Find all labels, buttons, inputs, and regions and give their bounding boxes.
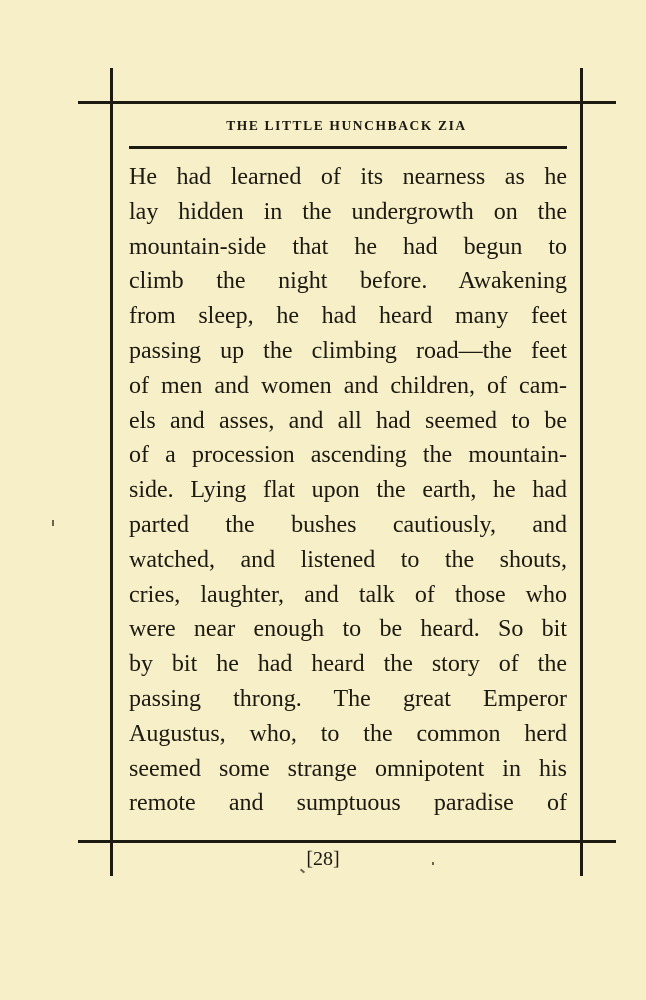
running-title: THE LITTLE HUNCHBACK ZIA	[226, 118, 467, 133]
text-line: mountain-side that he had begun to	[129, 233, 567, 260]
frame-bottom-rule	[78, 840, 616, 843]
text-line: of a procession ascending the mountain-	[129, 442, 567, 469]
body-text	[129, 160, 567, 821]
text-line: from sleep, he had heard many feet	[129, 303, 567, 330]
frame-right-rule	[580, 68, 583, 876]
text-line: els and asses, and all had seemed to be	[129, 407, 567, 434]
ink-speck	[52, 520, 54, 526]
text-line: lay hidden in the undergrowth on the	[129, 198, 567, 225]
frame-left-rule	[110, 68, 113, 876]
text-line: remote and sumptuous paradise of	[129, 790, 567, 817]
text-line: by bit he had heard the story of the	[129, 651, 567, 678]
text-line: seemed some strange omnipotent in his	[129, 755, 567, 782]
text-line: passing up the climbing road—the feet	[129, 337, 567, 364]
text-line: Augustus, who, to the common herd	[129, 720, 567, 747]
frame-top-rule	[78, 101, 616, 104]
text-line: were near enough to be heard. So bit	[129, 616, 567, 643]
text-line: parted the bushes cautiously, and	[129, 511, 567, 538]
text-line: of men and women and children, of cam-	[129, 372, 567, 399]
text-line: side. Lying flat upon the earth, he had	[129, 477, 567, 504]
page-number: [28]	[306, 848, 340, 870]
text-line: passing throng. The great Emperor	[129, 685, 567, 712]
header-underline-rule	[129, 146, 567, 149]
text-line: watched, and listened to the shouts,	[129, 546, 567, 573]
text-line: cries, laughter, and talk of those who	[129, 581, 567, 608]
ink-speck	[432, 862, 434, 865]
text-line: He had learned of its nearness as he	[129, 164, 567, 190]
text-line: climb the night before. Awakening	[129, 268, 567, 295]
